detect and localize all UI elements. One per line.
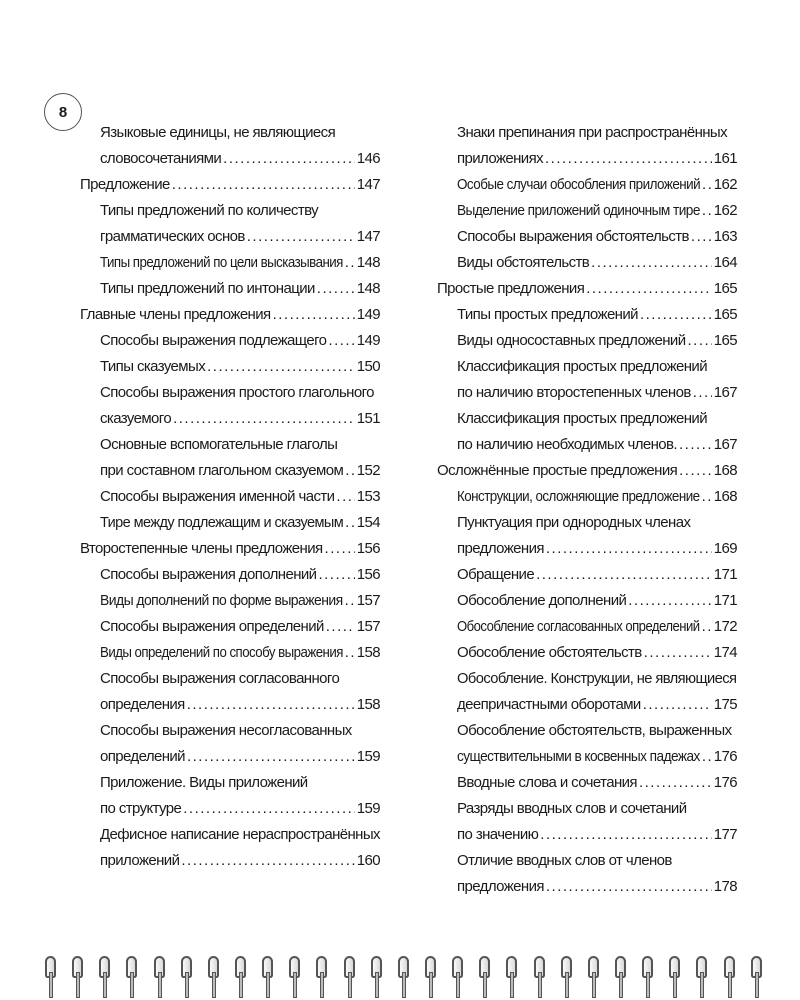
toc-page-number: 165: [713, 280, 737, 297]
toc-entry-title: Обособление обстоятельств, выраженных: [457, 722, 732, 739]
toc-entry-title: Обращение: [457, 566, 535, 583]
leader-dots: [691, 224, 712, 250]
toc-entry: [437, 718, 737, 770]
leader-dots: [318, 562, 354, 588]
binding-ring: [695, 952, 709, 996]
leader-dots: [536, 562, 712, 588]
toc-entry-title: Языковые единицы, не являющиеся: [100, 124, 336, 141]
toc-entry: [80, 120, 380, 172]
toc-entry: [437, 796, 737, 848]
binding-ring: [343, 952, 357, 996]
binding-ring: [44, 952, 58, 996]
toc-entry-title: Способы выражения несогласованных: [100, 722, 352, 739]
toc-entry-title: Конструкции, осложняющие предложение: [457, 488, 700, 505]
leader-dots: [317, 276, 355, 302]
toc-page-number: 174: [713, 644, 737, 661]
toc-entry: [80, 328, 380, 354]
toc-entry: [437, 172, 737, 198]
toc-entry: [437, 484, 737, 510]
toc-entry-title: Разряды вводных слов и сочетаний: [457, 800, 687, 817]
toc-entry: [80, 718, 380, 770]
toc-entry-title: по значению: [457, 826, 539, 843]
toc-entry-title: Вводные слова и сочетания: [457, 774, 637, 791]
toc-entry-title: Типы простых предложений: [457, 306, 638, 323]
toc-entry-title: Типы предложений по количеству: [100, 202, 319, 219]
leader-dots: [187, 692, 355, 718]
toc-entry: [437, 328, 737, 354]
toc-entry: [437, 640, 737, 666]
binding-ring: [315, 952, 329, 996]
toc-page-number: 161: [713, 150, 737, 167]
toc-entry: [80, 172, 380, 198]
leader-dots: [546, 874, 712, 900]
toc-page-number: 164: [713, 254, 737, 271]
binding-ring: [533, 952, 547, 996]
leader-dots: [702, 614, 712, 640]
toc-entry-title: Обособление обстоятельств: [457, 644, 642, 661]
toc-page-number: 147: [356, 228, 380, 245]
toc-entry: [80, 770, 380, 822]
toc-entry: [437, 406, 737, 458]
leader-dots: [183, 796, 355, 822]
toc-entry-title: Особые случаи обособления приложений: [457, 176, 701, 193]
toc-entry-title: Приложение. Виды приложений: [100, 774, 308, 791]
toc-entry-title: Предложение: [80, 176, 170, 193]
toc-entry-title: определений: [100, 748, 185, 765]
toc-page-number: 168: [713, 462, 737, 479]
leader-dots: [325, 536, 355, 562]
toc-entry-title: Отличие вводных слов от членов: [457, 852, 672, 869]
toc-entry: [80, 588, 380, 614]
toc-entry: [437, 848, 737, 900]
toc-page-number: 160: [356, 852, 380, 869]
leader-dots: [345, 458, 355, 484]
leader-dots: [687, 328, 711, 354]
toc-entry: [437, 458, 737, 484]
toc-page-number: 162: [713, 202, 737, 219]
toc-entry-title: по наличию необходимых членов.: [457, 436, 677, 453]
toc-left-column: [80, 120, 380, 874]
toc-entry: [80, 510, 380, 536]
leader-dots: [546, 536, 712, 562]
binding-ring: [750, 952, 764, 996]
toc-entry-title: Виды определений по способу выражения: [100, 644, 343, 661]
toc-page-number: 147: [356, 176, 380, 193]
leader-dots: [223, 146, 355, 172]
toc-page-number: 148: [356, 280, 380, 297]
toc-entry: [437, 250, 737, 276]
binding-ring: [71, 952, 85, 996]
toc-page-number: 178: [713, 878, 737, 895]
binding-ring: [98, 952, 112, 996]
leader-dots: [644, 640, 712, 666]
toc-page-number: 149: [356, 306, 380, 323]
toc-entry: [437, 198, 737, 224]
toc-entry-title: Типы предложений по цели высказывания: [100, 254, 343, 271]
leader-dots: [345, 640, 355, 666]
binding-ring: [451, 952, 465, 996]
leader-dots: [328, 328, 354, 354]
toc-page-number: 176: [713, 748, 737, 765]
leader-dots: [326, 614, 355, 640]
toc-entry: [437, 276, 737, 302]
toc-entry: [437, 224, 737, 250]
toc-entry-title: приложениях: [457, 150, 544, 167]
leader-dots: [639, 770, 712, 796]
toc-page-number: 159: [356, 748, 380, 765]
binding-ring: [397, 952, 411, 996]
leader-dots: [679, 458, 712, 484]
leader-dots: [702, 744, 712, 770]
leader-dots: [273, 302, 355, 328]
leader-dots: [207, 354, 355, 380]
leader-dots: [545, 146, 712, 172]
toc-entry-title: Типы сказуемых: [100, 358, 206, 375]
toc-page-number: 162: [713, 176, 737, 193]
toc-page-number: 171: [713, 592, 737, 609]
toc-entry-title: Знаки препинания при распространённых: [457, 124, 728, 141]
toc-entry: [80, 640, 380, 666]
binding-ring: [641, 952, 655, 996]
toc-entry-title: Виды дополнений по форме выражения: [100, 592, 343, 609]
binding-ring: [234, 952, 248, 996]
leader-dots: [345, 588, 355, 614]
toc-page-number: 156: [356, 566, 380, 583]
toc-entry-title: Способы выражения определений: [100, 618, 324, 635]
toc-entry-title: грамматических основ: [100, 228, 245, 245]
toc-entry: [437, 354, 737, 406]
toc-entry: [437, 562, 737, 588]
toc-entry-title: Обособление дополнений: [457, 592, 627, 609]
page-number-badge: 8: [44, 93, 82, 131]
leader-dots: [702, 484, 712, 510]
toc-page-number: 171: [713, 566, 737, 583]
toc-entry-title: приложений: [100, 852, 180, 869]
toc-right-column: [437, 120, 737, 900]
toc-entry: [80, 536, 380, 562]
toc-page-number: 146: [356, 150, 380, 167]
toc-entry-title: Способы выражения именной части: [100, 488, 335, 505]
toc-entry-title: Типы предложений по интонации: [100, 280, 315, 297]
toc-page-number: 168: [713, 488, 737, 505]
toc-entry: [80, 432, 380, 484]
toc-page-number: 154: [356, 514, 380, 531]
leader-dots: [679, 432, 712, 458]
leader-dots: [336, 484, 354, 510]
toc-page-number: 148: [356, 254, 380, 271]
toc-entry: [80, 562, 380, 588]
leader-dots: [643, 692, 712, 718]
binding-ring: [261, 952, 275, 996]
binding-ring: [153, 952, 167, 996]
toc-page-number: 177: [713, 826, 737, 843]
toc-page-number: 157: [356, 618, 380, 635]
toc-entry: [80, 276, 380, 302]
toc-page-number: 158: [356, 696, 380, 713]
toc-entry-title: существительными в косвенных падежах: [457, 748, 700, 765]
leader-dots: [591, 250, 712, 276]
toc-entry: [80, 484, 380, 510]
toc-entry-title: Тире между подлежащим и сказуемым: [100, 514, 344, 531]
spiral-binding: [44, 952, 764, 1000]
toc-entry-title: Способы выражения обстоятельств: [457, 228, 689, 245]
toc-entry-title: Способы выражения согласованного: [100, 670, 340, 687]
binding-ring: [668, 952, 682, 996]
toc-entry: [437, 510, 737, 562]
leader-dots: [187, 744, 355, 770]
leader-dots: [702, 198, 712, 224]
leader-dots: [345, 250, 355, 276]
toc-entry-title: Осложнённые простые предложения: [437, 462, 678, 479]
toc-page-number: 153: [356, 488, 380, 505]
toc-entry: [80, 302, 380, 328]
toc-entry: [437, 120, 737, 172]
toc-entry-title: Виды односоставных предложений: [457, 332, 686, 349]
toc-entry-title: Дефисное написание нераспространённых: [100, 826, 380, 843]
toc-entry-title: определения: [100, 696, 185, 713]
toc-entry: [80, 250, 380, 276]
toc-page-number: 150: [356, 358, 380, 375]
binding-ring: [207, 952, 221, 996]
toc-entry: [80, 666, 380, 718]
toc-entry-title: Способы выражения подлежащего: [100, 332, 327, 349]
toc-entry: [80, 822, 380, 874]
leader-dots: [345, 510, 355, 536]
binding-ring: [560, 952, 574, 996]
binding-ring: [614, 952, 628, 996]
toc-entry: [80, 380, 380, 432]
leader-dots: [628, 588, 712, 614]
toc-entry-title: Классификация простых предложений: [457, 358, 707, 375]
binding-ring: [180, 952, 194, 996]
binding-ring: [424, 952, 438, 996]
toc-page-number: 156: [356, 540, 380, 557]
toc-entry-title: Обособление согласованных определений: [457, 618, 700, 635]
leader-dots: [181, 848, 354, 874]
toc-entry-title: деепричастными оборотами: [457, 696, 641, 713]
toc-entry: [437, 302, 737, 328]
toc-entry-title: предложения: [457, 878, 544, 895]
binding-ring: [587, 952, 601, 996]
toc-page-number: 167: [713, 436, 737, 453]
binding-ring: [478, 952, 492, 996]
toc-entry-title: Выделение приложений одиночным тире: [457, 202, 700, 219]
toc-entry-title: Пунктуация при однородных членах: [457, 514, 691, 531]
leader-dots: [540, 822, 711, 848]
toc-entry: [437, 770, 737, 796]
leader-dots: [172, 172, 355, 198]
leader-dots: [247, 224, 355, 250]
toc-entry-title: Способы выражения простого глагольного: [100, 384, 374, 401]
toc-page-number: 176: [713, 774, 737, 791]
toc-page-number: 175: [713, 696, 737, 713]
toc-page-number: 152: [356, 462, 380, 479]
leader-dots: [693, 380, 712, 406]
binding-ring: [288, 952, 302, 996]
leader-dots: [640, 302, 712, 328]
toc-page-number: 165: [713, 306, 737, 323]
toc-entry-title: по структуре: [100, 800, 182, 817]
toc-entry: [80, 354, 380, 380]
toc-entry-title: Главные члены предложения: [80, 306, 271, 323]
toc-page-number: 165: [713, 332, 737, 349]
binding-ring: [505, 952, 519, 996]
toc-entry-title: Основные вспомогательные глаголы: [100, 436, 338, 453]
toc-entry-title: Классификация простых предложений: [457, 410, 707, 427]
toc-entry-title: сказуемого: [100, 410, 172, 427]
toc-page-number: 169: [713, 540, 737, 557]
leader-dots: [173, 406, 355, 432]
toc-entry: [437, 588, 737, 614]
toc-entry-title: по наличию второстепенных членов: [457, 384, 691, 401]
toc-entry-title: предложения: [457, 540, 544, 557]
toc-page-number: 167: [713, 384, 737, 401]
toc-entry-title: при составном глагольном сказуемом: [100, 462, 344, 479]
leader-dots: [702, 172, 712, 198]
binding-ring: [723, 952, 737, 996]
binding-ring: [370, 952, 384, 996]
toc-entry: [437, 614, 737, 640]
toc-entry-title: Виды обстоятельств: [457, 254, 590, 271]
toc-page-number: 151: [356, 410, 380, 427]
toc-page-number: 159: [356, 800, 380, 817]
toc-entry-title: словосочетаниями: [100, 150, 222, 167]
toc-entry-title: Простые предложения: [437, 280, 585, 297]
toc-entry-title: Обособление. Конструкции, не являющиеся: [457, 670, 737, 687]
binding-ring: [125, 952, 139, 996]
toc-page-number: 163: [713, 228, 737, 245]
toc-entry: [80, 614, 380, 640]
toc-page-number: 149: [356, 332, 380, 349]
toc-page-number: 157: [356, 592, 380, 609]
toc-entry-title: Второстепенные члены предложения: [80, 540, 323, 557]
toc-entry: [437, 666, 737, 718]
toc-entry-title: Способы выражения дополнений: [100, 566, 317, 583]
toc-entry: [80, 198, 380, 250]
toc-page-number: 172: [713, 618, 737, 635]
leader-dots: [586, 276, 712, 302]
toc-page-number: 158: [356, 644, 380, 661]
